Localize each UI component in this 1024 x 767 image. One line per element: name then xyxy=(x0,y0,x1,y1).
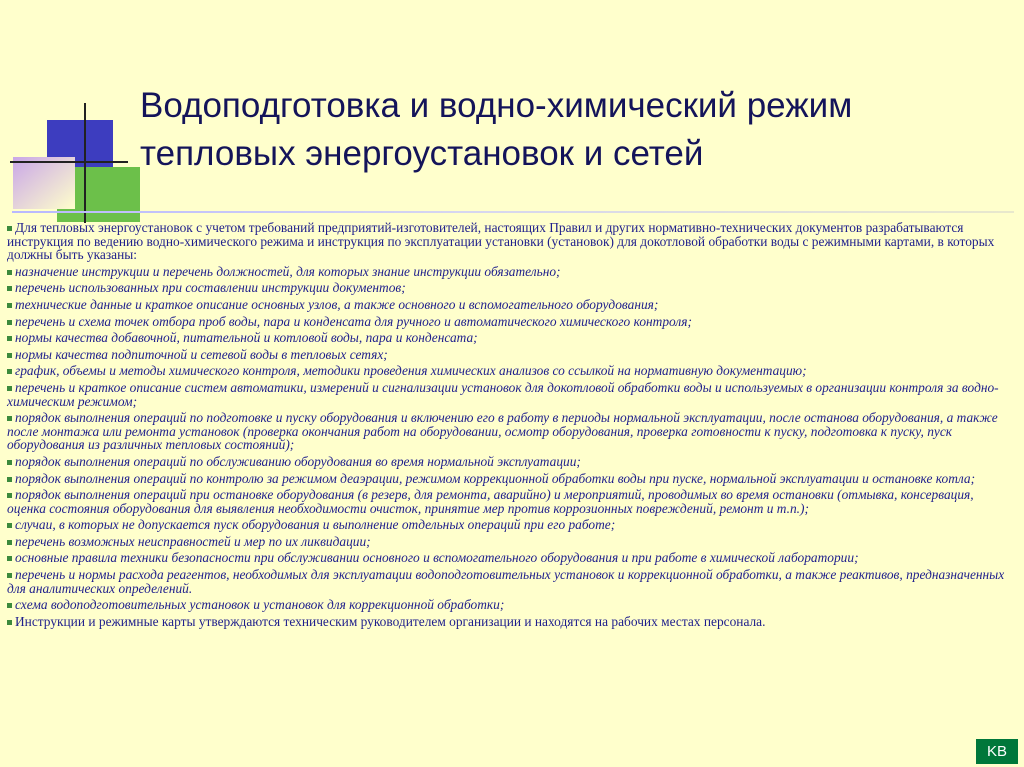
bullet-icon xyxy=(7,493,12,498)
bullet-icon xyxy=(7,477,12,482)
list-item: перечень использованных при составлении инструкции документов; xyxy=(7,281,1011,295)
list-item: перечень и нормы расхода реагентов, необходимых для эксплуатации водоподготовительных установок и коррекционной обработки, а также реактивов, предназначенных для аналитических определений. xyxy=(7,567,1005,596)
bullet-icon xyxy=(7,320,12,325)
list-item: нормы качества добавочной, питательной и котловой воды, пара и конденсата; xyxy=(7,331,1011,345)
bullet-icon xyxy=(7,416,12,421)
list-item: перечень возможных неисправностей и мер по их ликвидации; xyxy=(7,535,1011,549)
decorative-squares xyxy=(0,0,140,230)
list-item: перечень и краткое описание систем автоматики, измерений и сигнализации установок для докотловой обработки воды и используемых в организации контроля за водно-химическим режимом; xyxy=(7,379,999,409)
bullet-icon xyxy=(7,573,12,578)
bullet-icon xyxy=(7,336,12,341)
bullet-icon xyxy=(7,226,12,231)
list-item: основные правила техники безопасности при обслуживании основного и вспомогательного оборудования и при работе в химической лаборатории; xyxy=(7,551,1011,565)
bullet-icon xyxy=(7,286,12,291)
slide-title-line2: тепловых энергоустановок и сетей xyxy=(140,134,704,173)
list-item: перечень и схема точек отбора проб воды, пара и конденсата для ручного и автоматического химического контроля; xyxy=(7,315,1011,329)
list-item: порядок выполнения операций по контролю за режимом деаэрации, режимом коррекционной обработки воды при пуске, нормальной эксплуатации и остановке котла; xyxy=(7,472,1011,486)
slide-title xyxy=(140,82,980,178)
bullet-icon xyxy=(7,386,12,391)
bullet-icon xyxy=(7,523,12,528)
list-item: назначение инструкции и перечень должностей, для которых знание инструкции обязательно; xyxy=(7,265,1011,279)
bullet-icon xyxy=(7,353,12,358)
list-item: схема водоподготовительных установок и установок для коррекционной обработки; xyxy=(7,598,1011,612)
list-item: технические данные и краткое описание основных узлов, а также основного и вспомогательного оборудования; xyxy=(7,298,1011,312)
bullet-icon xyxy=(7,556,12,561)
bullet-icon xyxy=(7,540,12,545)
bullet-icon xyxy=(7,460,12,465)
intro-paragraph: Для тепловых энергоустановок с учетом требований предприятий-изготовителей, настоящих Правил и других нормативно-технических документов разрабатываются инструкция по ведению водно-химического режима и инструкция по эксплуатации установки (установок) для докотловой обработки воды с режимными картами, в которых должны быть указаны: xyxy=(7,220,995,263)
slide-body xyxy=(7,221,1011,631)
slide-title-line1: Водоподготовка и водно-химический режим xyxy=(140,86,853,125)
closing-paragraph: Инструкции и режимные карты утверждаются техническим руководителем организации и находятся на рабочих местах персонала. xyxy=(7,615,1011,629)
bullet-icon xyxy=(7,620,12,625)
bullet-icon xyxy=(7,303,12,308)
list-item: порядок выполнения операций по подготовке и пуску оборудования и включению его в работу в периоды нормальной эксплуатации, после останова оборудования, а также после монтажа или ремонта установок (проверка окончания работ на оборудовании, осмотр оборудования, проверка готовности к пуску, подготовка к пуску, пуск оборудования из различных тепловых состояний); xyxy=(7,410,998,453)
list-item: нормы качества подпиточной и сетевой воды в тепловых сетях; xyxy=(7,348,1011,362)
title-divider xyxy=(12,211,1014,213)
bullet-icon xyxy=(7,270,12,275)
list-item: случаи, в которых не допускается пуск оборудования и выполнение отдельных операций при его работе; xyxy=(7,518,1011,532)
bullet-icon xyxy=(7,369,12,374)
list-item: порядок выполнения операций по обслуживанию оборудования во время нормальной эксплуатации; xyxy=(7,455,1011,469)
bullet-icon xyxy=(7,603,12,608)
kb-badge: KB xyxy=(976,739,1018,764)
list-item: порядок выполнения операций при остановке оборудования (в резерв, для ремонта, аварийно) и мероприятий, проводимых во время остановки (отмывка, консервация, оценка состояния оборудования для выявления необходимости очисток, принятие мер против коррозионных повреждений, ремонт и т.п.); xyxy=(7,487,974,516)
deco-purple-square xyxy=(13,157,75,209)
list-item: график, объемы и методы химического контроля, методики проведения химических анализов со ссылкой на нормативную документацию; xyxy=(7,364,1011,378)
deco-horizontal-line xyxy=(10,161,128,163)
